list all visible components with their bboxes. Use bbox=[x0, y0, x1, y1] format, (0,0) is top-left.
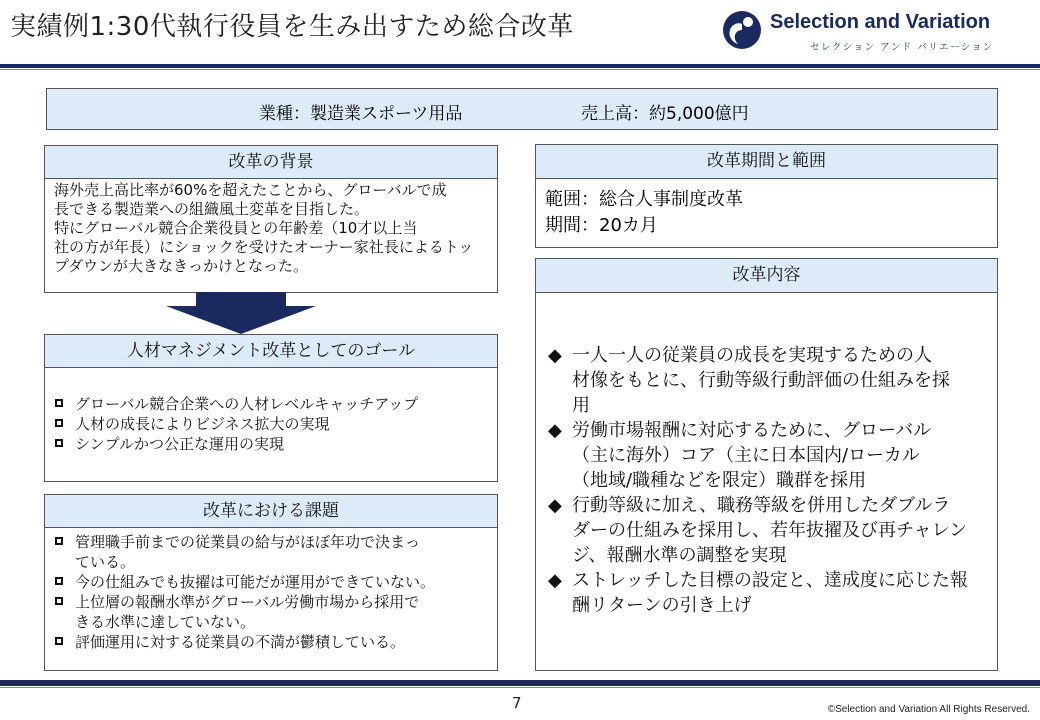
list-item: ◆ 労働市場報酬に対応するために、グローバル （主に海外）コア（主に日本国内/ローカル （地域/職種などを限定）職群を採用 bbox=[548, 420, 932, 491]
company-logo bbox=[722, 4, 1032, 60]
footer-divider bbox=[0, 680, 1040, 686]
goals-heading: 人材マネジメント改革としてのゴール bbox=[44, 334, 498, 368]
content-heading: 改革内容 bbox=[535, 258, 998, 293]
content-list bbox=[536, 343, 991, 618]
list-item: ◆ 行動等級に加え、職務等級を併用したダブルラ ダーの仕組みを採用し、若年抜擢及び再チャレン ジ、報酬水準の調整を実現 bbox=[548, 495, 968, 566]
list-item: ◆ ストレッチした目標の設定と、達成度に応じた報 酬リターンの引き上げ bbox=[548, 570, 968, 616]
industry-label: 業種：製造業スポーツ用品 bbox=[259, 104, 463, 124]
goals-box bbox=[44, 367, 498, 482]
scope-heading: 改革期間と範囲 bbox=[535, 144, 998, 179]
diamond-bullet-icon: ◆ bbox=[548, 495, 562, 516]
list-item: シンプルかつ公正な運用の実現 bbox=[45, 434, 495, 454]
square-bullet-icon bbox=[55, 597, 63, 605]
list-item: ◆ 一人一人の従業員の成長を実現するための人 材像をもとに、行動等級行動評価の仕組みを採 用 bbox=[548, 345, 950, 416]
content-box bbox=[535, 292, 998, 671]
square-bullet-icon bbox=[55, 399, 63, 407]
diamond-bullet-icon: ◆ bbox=[548, 570, 562, 591]
square-bullet-icon bbox=[55, 577, 63, 585]
logo-name-en: Selection and Variation bbox=[770, 11, 991, 33]
background-line: 社の方が年長）にショックを受けたオーナー家社長によるトッ bbox=[54, 238, 474, 256]
header-divider bbox=[0, 64, 1040, 68]
list-item: グローバル競合企業への人材レベルキャッチアップ bbox=[45, 394, 495, 414]
page-number: 7 bbox=[512, 694, 522, 712]
logo-mark-icon bbox=[722, 8, 762, 52]
background-line: 海外売上高比率が60%を超えたことから、グローバルで成 bbox=[54, 181, 447, 199]
page-title: 実績例1:30代執行役員を生み出すため総合改革 bbox=[10, 12, 574, 42]
square-bullet-icon bbox=[55, 637, 63, 645]
list-item: 上位層の報酬水準がグローバル労働市場から採用で きる水準に達していない。 bbox=[45, 592, 495, 632]
square-bullet-icon bbox=[55, 439, 63, 447]
copyright-notice: ©Selection and Variation All Rights Reserved. bbox=[827, 704, 1030, 715]
issues-heading: 改革における課題 bbox=[44, 494, 498, 528]
diamond-bullet-icon: ◆ bbox=[548, 420, 562, 441]
square-bullet-icon bbox=[55, 537, 63, 545]
background-heading: 改革の背景 bbox=[44, 145, 498, 179]
goals-list bbox=[45, 394, 495, 454]
down-arrow-icon bbox=[166, 292, 316, 334]
issues-list bbox=[45, 532, 495, 652]
scope-period: 期間：20カ月 bbox=[545, 215, 658, 236]
footer-divider-thin bbox=[0, 687, 1040, 688]
diamond-bullet-icon: ◆ bbox=[548, 345, 562, 366]
background-box bbox=[44, 178, 498, 293]
scope-box bbox=[535, 178, 998, 248]
header-divider-thin bbox=[0, 69, 1040, 70]
square-bullet-icon bbox=[55, 419, 63, 427]
list-item: 今の仕組みでも抜擢は可能だが運用ができていない。 bbox=[45, 572, 495, 592]
scope-range: 範囲：総合人事制度改革 bbox=[545, 189, 743, 210]
revenue-label: 売上高：約5,000億円 bbox=[581, 104, 749, 124]
list-item: 管理職手前までの従業員の給与がほぼ年功で決まっ ている。 bbox=[45, 532, 495, 572]
list-item: 人材の成長によりビジネス拡大の実現 bbox=[45, 414, 495, 434]
scope-text bbox=[545, 187, 743, 239]
summary-bar bbox=[46, 88, 998, 130]
background-line: プダウンが大きなきっかけとなった。 bbox=[54, 257, 308, 275]
background-line: 長できる製造業への組織風土変革を目指した。 bbox=[54, 200, 370, 218]
background-line: 特にグローバル競合企業役員との年齢差（10才以上当 bbox=[54, 219, 418, 237]
background-text bbox=[54, 181, 494, 276]
issues-box bbox=[44, 527, 498, 671]
list-item: 評価運用に対する従業員の不満が鬱積している。 bbox=[45, 632, 495, 652]
logo-name-jp: セレクション アンド バリエーション bbox=[810, 42, 994, 53]
